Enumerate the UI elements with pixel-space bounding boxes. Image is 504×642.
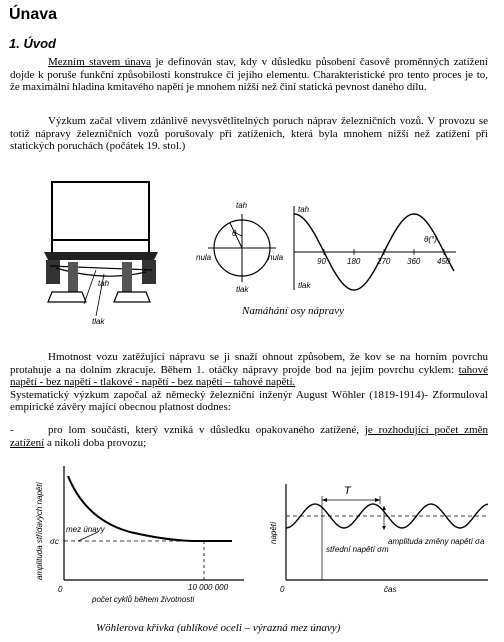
label-amplituda: amplituda změny napětí σa	[388, 537, 485, 546]
ylabel-napeti: napětí	[269, 521, 278, 544]
paragraph-definition	[10, 56, 488, 94]
paragraph-cycle	[10, 351, 488, 414]
wave-tick-label: 450	[437, 257, 451, 266]
wagon-axle-sketch	[34, 178, 164, 328]
wave-tick-label: 90	[317, 257, 326, 266]
figure1-caption: Namáhání osy nápravy	[242, 305, 345, 317]
axle-stress-wave	[288, 204, 458, 290]
paragraph-history: Výzkum začal vlivem zdánlivě nevysvětlitelných poruch náprav železničních vozů. V provozu se totiž nápravy železničních vozů porušovaly při zatíženích, která byla mnohem nižší než zatížení při statických poruchách (počátek 19. stol.)	[10, 115, 488, 153]
figure2-caption: Wöhlerova křivka (uhlíkové oceli – výrazná mez únavy)	[96, 622, 341, 634]
section-heading: 1. Úvod	[9, 36, 56, 51]
label-sigma-c: σc	[50, 537, 59, 546]
woehler-intro: Systematický výzkum započal až německý železniční inženýr August Wöhler (1819-1914)- Zformuloval empirické závěry mající obecnou platnost dodnes:	[10, 388, 488, 414]
label-origin-left: 0	[58, 585, 63, 594]
label-circle-tlak: tlak	[236, 285, 249, 294]
bullet-text-a: pro lom součásti, který vzniká v důsledku opakovaného zatížené,	[48, 424, 365, 436]
bullet-dash: -	[10, 424, 14, 436]
wave-tick-label: 270	[377, 257, 391, 266]
cycle-sequence: tahové napětí - bez napětí - tlakové - napětí - bez napětí – tahové napětí.	[10, 363, 488, 389]
label-period: T	[344, 485, 351, 497]
label-nula-left: nula	[196, 253, 212, 262]
label-nula-right: nula	[268, 253, 284, 262]
stress-time-chart	[262, 464, 492, 604]
label-tlak-left: tlak	[92, 317, 105, 326]
label-theta-axis: θ(°)	[424, 235, 437, 244]
label-wave-tah: tah	[298, 205, 310, 214]
term-mezni-stav: Mezním stavem únava	[48, 56, 152, 68]
label-mez-unavy: mez únavy	[66, 525, 105, 534]
woehler-curve-chart	[20, 462, 250, 612]
label-origin-right: 0	[280, 585, 285, 594]
label-stredni: střední napětí σm	[326, 545, 389, 554]
cycle-intro: Hmotnost vozu zatěžující nápravu se ji snaží ohnout způsobem, že kov se na horním povrchu protahuje a na dolním zkracuje. Během 1. otáčky nápravy projde bod na jejím povrchu cyklem:	[10, 351, 488, 376]
bullet-item	[10, 424, 488, 449]
bullet-text-underlined: je rozhodující počet změn zatížení	[10, 424, 488, 449]
label-wave-tlak: tlak	[298, 281, 311, 290]
wave-tick-label: 180	[347, 257, 361, 266]
label-theta: θ	[232, 229, 237, 238]
label-tah-left: tah	[98, 279, 110, 288]
xlabel-cas: čas	[384, 585, 397, 594]
rotation-circle-diagram	[196, 196, 292, 296]
bullet-text-b: a nikoli doba provozu;	[44, 436, 147, 449]
page-title: Únava	[9, 6, 58, 23]
label-x-end: 10 000 000	[188, 583, 229, 592]
ylabel-amplitude: amplituda střídavých napětí	[35, 482, 44, 580]
wave-tick-label: 360	[407, 257, 421, 266]
definition-text: je definován stav, kdy v důsledku působení časově proměnných zatížení dojde k poruše funkční způsobilosti konstrukce či jejího elementu. Charakteristické pro tento proces je to, že maximální hladina kmitavého napětí je mnohem nižší než činí statická pevnost daného dílu.	[10, 56, 488, 94]
label-circle-tah: tah	[236, 201, 248, 210]
xlabel-cycles: počet cyklů během životnosti	[92, 595, 195, 604]
